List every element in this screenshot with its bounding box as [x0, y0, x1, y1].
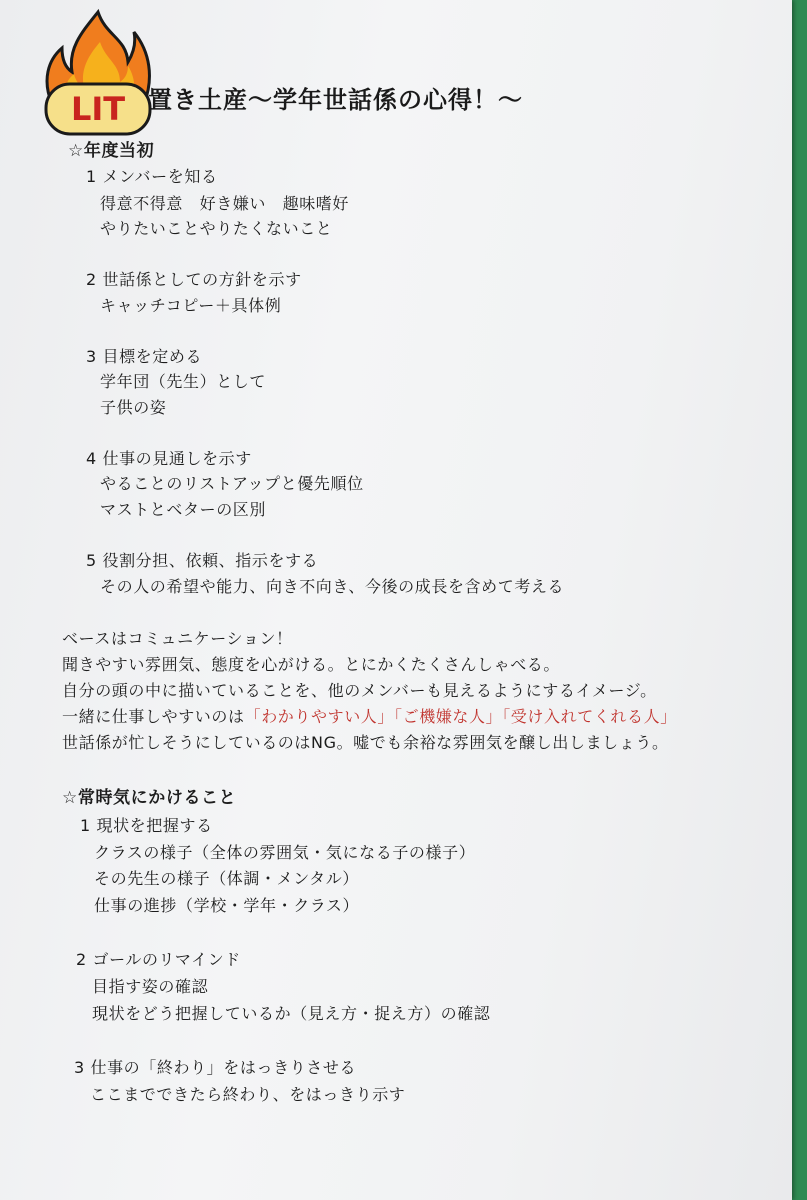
s1-item1-line1: 得意不得意 好き嫌い 趣味嗜好	[100, 194, 350, 213]
para-line5: 世話係が忙しそうにしているのはNG。嘘でも余裕な雰囲気を醸し出しましょう。	[62, 733, 669, 752]
s1-item4-line1: やることのリストアップと優先順位	[100, 474, 364, 493]
s2-item1-line2: その先生の様子（体調・メンタル）	[94, 869, 359, 888]
s1-item2-line1: キャッチコピー＋具体例	[100, 296, 282, 315]
s1-item4-line2: マストとベターの区別	[100, 500, 267, 519]
para-line3: 自分の頭の中に描いていることを、他のメンバーも見えるようにするイメージ。	[62, 681, 657, 700]
s2-item2-line1: 目指す姿の確認	[92, 977, 209, 996]
s1-item4-head: 4 仕事の見通しを示す	[86, 449, 252, 468]
s1-item3-head: 3 目標を定める	[86, 347, 203, 366]
para-line4-highlight: 「わかりやすい人」「ご機嫌な人」「受け入れてくれる人」	[244, 707, 677, 726]
s2-item1-line3: 仕事の進捗（学校・学年・クラス）	[94, 896, 360, 915]
s1-item5-head: 5 役割分担、依頼、指示をする	[86, 551, 319, 570]
para-line2: 聞きやすい雰囲気、態度を心がける。とにかくたくさんしゃべる。	[62, 655, 561, 674]
s1-item3-line1: 学年団（先生）として	[100, 372, 267, 391]
s2-item3-head: 3 仕事の「終わり」をはっきりさせる	[74, 1058, 357, 1077]
para-line4	[62, 707, 677, 727]
para-line4-lead: 一緒に仕事しやすいのは	[62, 707, 245, 726]
lit-label: LIT	[70, 90, 126, 128]
s1-item1-line2: やりたいことやりたくないこと	[100, 219, 333, 238]
para-line1: ベースはコミュニケーション！	[62, 629, 293, 648]
s2-item1-line1: クラスの様子（全体の雰囲気・気になる子の様子）	[94, 843, 476, 862]
s1-item1-head: 1 メンバーを知る	[86, 167, 218, 186]
page-title: 置き土産～学年世話係の心得！～	[148, 86, 523, 114]
s1-item3-line2: 子供の姿	[100, 398, 167, 417]
s1-item5-line1: その人の希望や能力、向き不向き、今後の成長を含めて考える	[100, 577, 565, 596]
section1-heading: ☆年度当初	[68, 141, 155, 161]
s2-item1-head: 1 現状を把握する	[80, 816, 213, 835]
s1-item2-head: 2 世話係としての方針を示す	[86, 270, 302, 289]
s2-item2-head: 2 ゴールのリマインド	[76, 950, 241, 969]
s2-item3-line1: ここまでできたら終わり、をはっきり示す	[90, 1085, 406, 1104]
section2-heading: ☆常時気にかけること	[62, 788, 237, 808]
fire-lit-icon	[42, 8, 154, 138]
s2-item2-line2: 現状をどう把握しているか（見え方・捉え方）の確認	[92, 1004, 491, 1023]
